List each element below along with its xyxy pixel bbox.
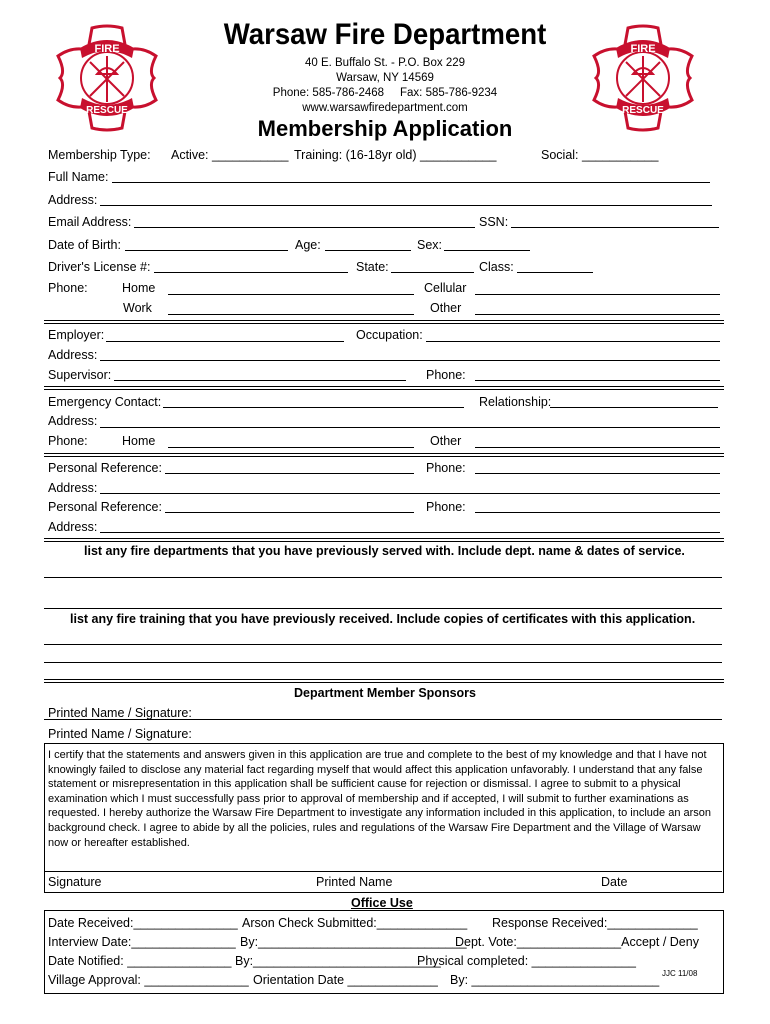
training-instruction: list any fire training that you have previously received. Include copies of certificates with this application. <box>70 612 696 626</box>
emergency-other-line[interactable] <box>475 447 720 448</box>
reference-1-address-label: Address: <box>48 481 98 495</box>
membership-training-field[interactable]: Training: (16-18yr old) ___________ <box>294 148 497 162</box>
work-phone-line[interactable] <box>168 314 414 315</box>
emergency-home-label: Home <box>122 434 156 448</box>
state-label: State: <box>356 260 389 274</box>
section-divider <box>44 538 724 542</box>
form-code: JJC 11/08 <box>662 969 698 978</box>
reference-2-address-label: Address: <box>48 520 98 534</box>
other-phone-line[interactable] <box>475 314 720 315</box>
city-address: Warsaw, NY 14569 <box>336 72 434 84</box>
age-line[interactable] <box>325 250 411 251</box>
phone-fax: Phone: 585-786-2468 Fax: 585-786-9234 <box>272 87 498 99</box>
employer-line[interactable] <box>106 341 344 342</box>
reference-2-label: Personal Reference: <box>48 500 162 514</box>
phone-label: Phone: <box>48 281 88 295</box>
orientation-date-field[interactable]: Orientation Date _____________ <box>253 973 438 987</box>
sex-label: Sex: <box>417 238 443 252</box>
reference-2-phone-line[interactable] <box>475 512 720 513</box>
cellular-label: Cellular <box>424 281 467 295</box>
ssn-label: SSN: <box>479 215 509 229</box>
interview-by-field[interactable]: By:______________________________ <box>240 935 467 949</box>
street-address: 40 E. Buffalo St. - P.O. Box 229 <box>304 57 466 69</box>
printed-name-label[interactable]: Printed Name <box>316 875 393 889</box>
signature-label[interactable]: Signature <box>48 875 102 889</box>
dob-label: Date of Birth: <box>48 238 121 252</box>
license-line[interactable] <box>154 272 348 273</box>
membership-type-label: Membership Type: <box>48 148 151 162</box>
employer-label: Employer: <box>48 328 105 342</box>
employer-phone-label: Phone: <box>426 368 466 382</box>
office-use-heading: Office Use <box>351 896 413 910</box>
full-name-label: Full Name: <box>48 170 109 184</box>
reference-1-line[interactable] <box>165 473 414 474</box>
occupation-label: Occupation: <box>356 328 423 342</box>
departments-line[interactable] <box>44 577 722 578</box>
departments-instruction: list any fire departments that you have previously served with. Include dept. name & dates of service. <box>84 544 685 558</box>
response-received-field[interactable]: Response Received:_____________ <box>492 916 698 930</box>
reference-2-line[interactable] <box>165 512 414 513</box>
cellular-line[interactable] <box>475 294 720 295</box>
certification-text: I certify that the statements and answers given in this application are true and complete to the best of my knowledge and that I have not knowingly failed to disclose any material fact regarding myself that would affect this application unfavorably. I understand that any false statement or misrepresentation in this application shall be sufficient cause for rejection or dismissal. I agree to submit to a physical examination which I must successfully pass prior to approval of membership and if accepted, I will submit to further examinations as requested. I hereby authorize the Warsaw Fire Department to investigate any information included in this application, to include an arson background check. I agree to abide by all the policies, rules and regulations of the Warsaw Fire Department and the Village of Warsaw now or hereafter established. <box>48 749 712 849</box>
village-approval-field[interactable]: Village Approval: _______________ <box>48 973 249 987</box>
logo-fire-text: FIRE <box>630 43 656 55</box>
emergency-address-line[interactable] <box>100 427 720 428</box>
emergency-address-label: Address: <box>48 414 98 428</box>
departments-line[interactable] <box>44 608 722 609</box>
reference-1-phone-label: Phone: <box>426 461 466 475</box>
certification-signature-divider <box>44 871 722 872</box>
email-line[interactable] <box>134 227 475 228</box>
logo-rescue-text: RESCUE <box>622 105 664 116</box>
relationship-line[interactable] <box>550 407 718 408</box>
date-notified-field[interactable]: Date Notified: _______________ <box>48 954 232 968</box>
interview-date-field[interactable]: Interview Date:_______________ <box>48 935 236 949</box>
other-phone-label: Other <box>430 301 462 315</box>
employer-address-label: Address: <box>48 348 98 362</box>
reference-2-address-line[interactable] <box>100 532 720 533</box>
sponsor-1-label: Printed Name / Signature: <box>48 706 192 720</box>
logo-fire-text: FIRE <box>94 43 120 55</box>
dob-line[interactable] <box>125 250 288 251</box>
training-line[interactable] <box>44 644 722 645</box>
section-divider <box>44 320 724 324</box>
relationship-label: Relationship: <box>479 395 552 409</box>
website[interactable]: www.warsawfiredepartment.com <box>302 102 468 114</box>
section-divider <box>44 679 724 683</box>
training-line[interactable] <box>44 662 722 663</box>
sex-line[interactable] <box>444 250 530 251</box>
class-line[interactable] <box>517 272 593 273</box>
section-divider <box>44 386 724 390</box>
home-phone-line[interactable] <box>168 294 414 295</box>
license-label: Driver's License #: <box>48 260 151 274</box>
date-received-field[interactable]: Date Received:_______________ <box>48 916 238 930</box>
reference-2-phone-label: Phone: <box>426 500 466 514</box>
reference-1-address-line[interactable] <box>100 493 720 494</box>
emergency-contact-line[interactable] <box>163 407 464 408</box>
employer-phone-line[interactable] <box>475 380 720 381</box>
date-label[interactable]: Date <box>601 875 628 889</box>
reference-1-phone-line[interactable] <box>475 473 720 474</box>
email-label: Email Address: <box>48 215 132 229</box>
home-phone-label: Home <box>122 281 156 295</box>
occupation-line[interactable] <box>426 341 720 342</box>
sponsor-1-line[interactable] <box>44 719 722 720</box>
state-line[interactable] <box>391 272 474 273</box>
work-phone-label: Work <box>123 301 152 315</box>
supervisor-line[interactable] <box>114 380 406 381</box>
address-line[interactable] <box>100 205 712 206</box>
form-subtitle: Membership Application <box>257 116 513 141</box>
address-label: Address: <box>48 193 98 207</box>
section-divider <box>44 453 724 457</box>
emergency-home-line[interactable] <box>168 447 414 448</box>
orientation-by-field[interactable]: By: ___________________________ <box>450 973 660 987</box>
membership-social-field[interactable]: Social: ___________ <box>541 148 659 162</box>
ssn-line[interactable] <box>511 227 719 228</box>
dept-vote-field[interactable]: Dept. Vote:_______________Accept / Deny <box>455 935 699 949</box>
sponsor-2-label: Printed Name / Signature: <box>48 727 192 741</box>
full-name-line[interactable] <box>112 182 710 183</box>
class-label: Class: <box>479 260 514 274</box>
department-title: Warsaw Fire Department <box>223 18 547 51</box>
logo-rescue-text: RESCUE <box>86 105 128 116</box>
sponsors-heading: Department Member Sponsors <box>294 686 476 700</box>
arson-check-field[interactable]: Arson Check Submitted:_____________ <box>242 916 468 930</box>
emergency-other-label: Other <box>430 434 462 448</box>
notified-by-field[interactable]: By:___________________________ <box>235 954 441 968</box>
membership-active-field[interactable]: Active: ___________ <box>171 148 289 162</box>
employer-address-line[interactable] <box>100 360 720 361</box>
physical-completed-field[interactable]: Physical completed: _______________ <box>417 954 636 968</box>
emergency-phone-label: Phone: <box>48 434 88 448</box>
emergency-contact-label: Emergency Contact: <box>48 395 162 409</box>
reference-1-label: Personal Reference: <box>48 461 162 475</box>
age-label: Age: <box>295 238 321 252</box>
supervisor-label: Supervisor: <box>48 368 112 382</box>
